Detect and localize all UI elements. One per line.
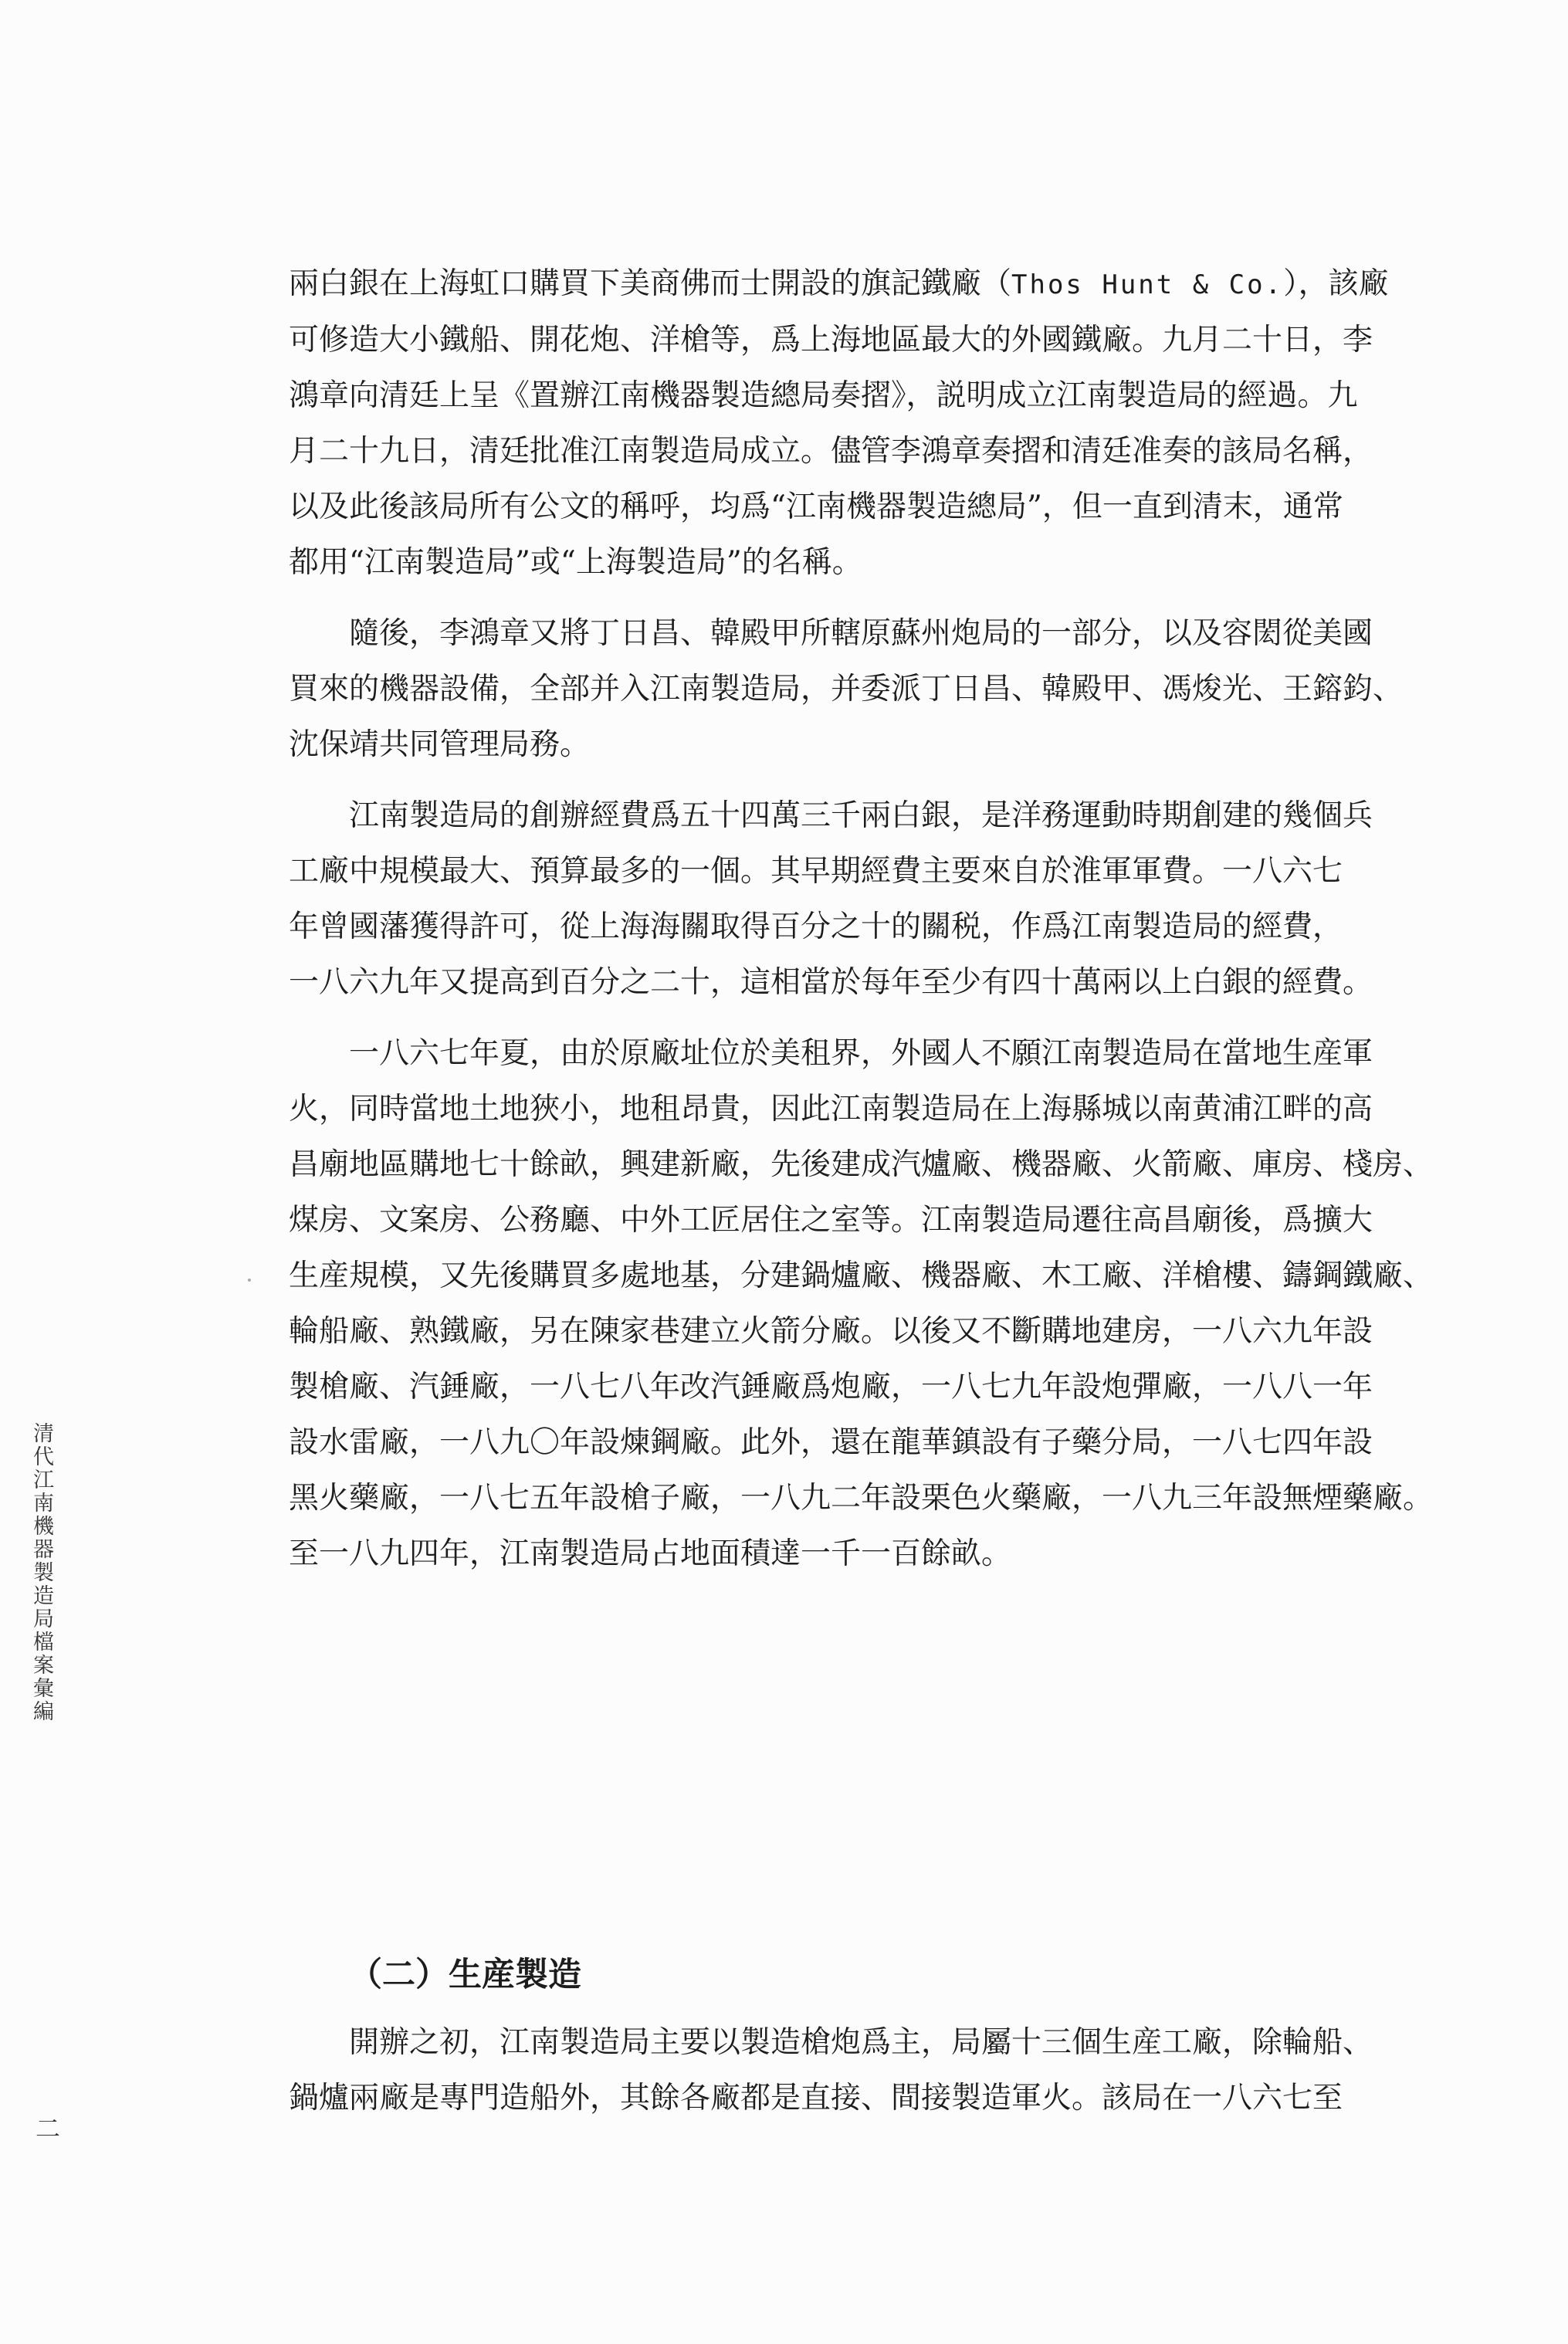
paragraph-5 [289,2015,1456,2126]
text-line: 買來的機器設備，全部并入江南製造局，并委派丁日昌、韓殿甲、馮焌光、王鎔鈞、 [289,672,1404,706]
text-line: 以及此後該局所有公文的稱呼，均爲“江南機器製造總局”，但一直到清末，通常 [289,489,1343,524]
text-line: 昌廟地區購地七十餘畝，興建新廠，先後建成汽爐廠、機器廠、火箭廠、庫房、棧房、 [289,1147,1434,1182]
text-line [289,256,1456,313]
text-line: 隨後，李鴻章又將丁日昌、韓殿甲所轄原蘇州炮局的一部分，以及容閎從美國 [349,616,1373,651]
paragraph-2 [289,606,1456,773]
text-line: 一八六九年又提高到百分之二十，這相當於每年至少有四十萬兩以上白銀的經費。 [289,965,1373,1000]
page-number: 二 [36,2114,61,2143]
paragraph-3 [289,788,1456,1011]
text-line: 設水雷廠，一八九〇年設煉鋼廠。此外，還在龍華鎮設有子藥分局，一八七四年設 [289,1425,1373,1460]
book-title-margin: 清代江南機器製造局檔案彙編 [29,1422,53,1723]
paragraph-1 [289,256,1456,591]
text-line: 開辦之初，江南製造局主要以製造槍炮爲主，局屬十三個生産工廠，除輪船、 [349,2025,1373,2060]
paragraph-4 [289,1026,1456,1582]
text-line: 沈保靖共同管理局務。 [289,727,591,762]
section-body [289,2015,1456,2126]
text-line: 江南製造局的創辦經費爲五十四萬三千兩白銀，是洋務運動時期創建的幾個兵 [349,798,1373,833]
section-heading: （二）生産製造 [349,1956,581,1994]
text-line: 一八六七年夏，由於原廠址位於美租界，外國人不願江南製造局在當地生産軍 [349,1036,1373,1071]
text-line: 至一八九四年，江南製造局占地面積達一千一百餘畝。 [289,1536,1012,1571]
text-line: 煤房、文案房、公務廳、中外工匠居住之室等。江南製造局遷往高昌廟後，爲擴大 [289,1203,1373,1238]
text-line: 月二十九日，清廷批准江南製造局成立。儘管李鴻章奏摺和清廷准奏的該局名稱， [289,434,1373,469]
text-line: 工廠中規模最大、預算最多的一個。其早期經費主要來自於淮軍軍費。一八六七 [289,854,1343,889]
latin-company-name: Thos Hunt & Co. [1011,269,1284,300]
body-text [289,256,1456,1582]
text-line: 黑火藥廠，一八七五年設槍子廠，一八九二年設栗色火藥廠，一八九三年設無煙藥廠。 [289,1481,1434,1516]
text-line: 輪船廠、熟鐵廠，另在陳家巷建立火箭分廠。以後又不斷購地建房，一八六九年設 [289,1314,1373,1349]
text-line: 火，同時當地土地狹小，地租昂貴，因此江南製造局在上海縣城以南黄浦江畔的高 [289,1092,1373,1126]
paper-speck [248,1279,251,1282]
text-line: 年曾國藩獲得許可，從上海海關取得百分之十的關税，作爲江南製造局的經費， [289,909,1343,944]
text-line: 鍋爐兩廠是專門造船外，其餘各廠都是直接、間接製造軍火。該局在一八六七至 [289,2081,1343,2115]
text-line: 可修造大小鐵船、開花炮、洋槍等，爲上海地區最大的外國鐵廠。九月二十日，李 [289,323,1373,357]
text-line: 製槍廠、汽錘廠，一八七八年改汽錘廠爲炮廠，一八七九年設炮彈廠，一八八一年 [289,1370,1373,1404]
text-line: 鴻章向清廷上呈《置辦江南機器製造總局奏摺》，説明成立江南製造局的經過。九 [289,378,1358,413]
text-line: 生産規模，又先後購買多處地基，分建鍋爐廠、機器廠、木工廠、洋槍樓、鑄鋼鐵廠、 [289,1258,1434,1293]
text-segment: ），該廠 [1283,266,1389,301]
text-line: 都用“江南製造局”或“上海製造局”的名稱。 [289,545,862,580]
text-segment: 兩白銀在上海虹口購買下美商佛而士開設的旗記鐵廠（ [289,266,1012,301]
